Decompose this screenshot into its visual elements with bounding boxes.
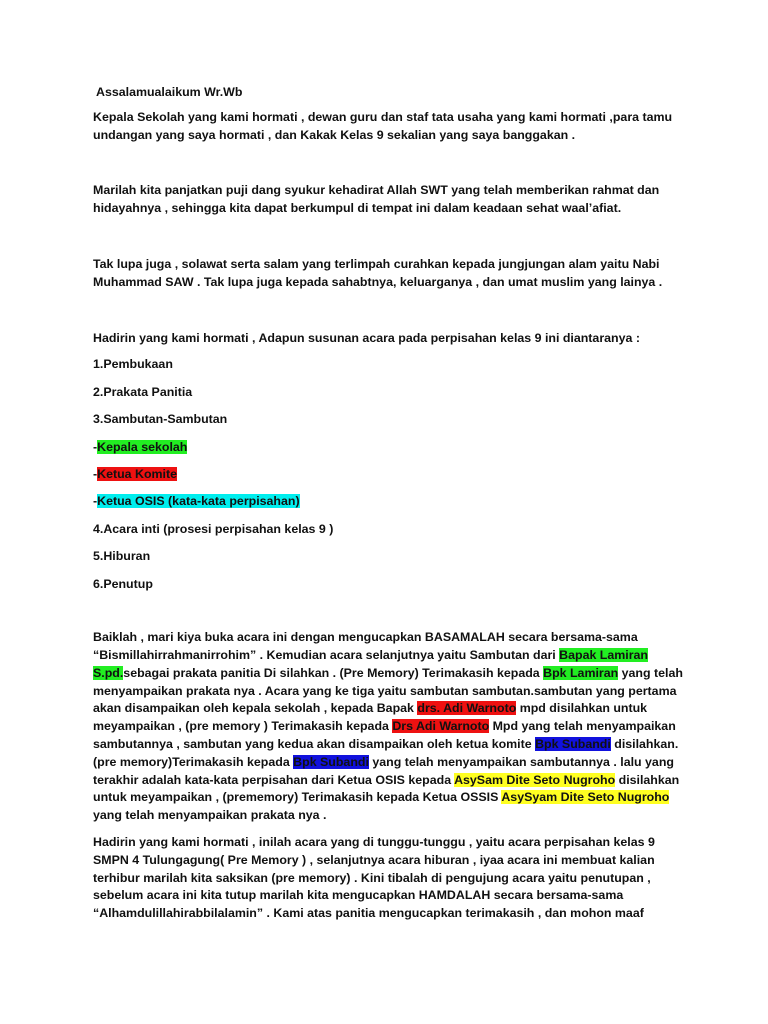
body-text: yang telah menyampaikan prakata nya . bbox=[93, 808, 327, 823]
body-text: mpd disilahkan untuk meyampaikan , (pre memory ) Terimakasih kepada bbox=[93, 701, 648, 734]
highlight-warnoto-2: Drs Adi Warnoto bbox=[392, 719, 490, 734]
para-salawat: Tak lupa juga , solawat serta salam yang terlimpah curahkan kepada jungjungan alam yaitu Nabi Muhammad SAW . Tak lupa juga kepada sahabtnya, keluarganya , dan umat muslim yang lainya . bbox=[93, 256, 663, 289]
highlight-committee-head: Ketua Komite bbox=[97, 466, 178, 481]
highlight-asysam: AsySam Dite Seto Nugroho bbox=[454, 772, 616, 787]
agenda-sub-principal bbox=[93, 439, 693, 457]
highlight-lamiran-2: Bpk Lamiran bbox=[543, 665, 619, 680]
agenda-item-main-event: 4.Acara inti (prosesi perpisahan kelas 9 ) bbox=[93, 521, 334, 536]
highlight-osis: Ketua OSIS (kata-kata perpisahan) bbox=[97, 494, 300, 509]
highlight-asysyam: AsySyam Dite Seto Nugroho bbox=[501, 790, 670, 805]
para-body-closing: Hadirin yang kami hormati , inilah acara yang di tunggu-tunggu , yaitu acara perpisahan kelas 9 SMPN 4 Tulungagung( Pre Memory ) , selanjutnya acara hiburan , iyaa acara ini membuat kalian terhibur marilah kita saksikan (pre memory) . Kini tibalah di pengujung acara yaitu penutupan , sebelum acara ini kita tutup marilah kita mengucapkan HAMDALAH secara bersama-sama “Alhamdulillahirabbilalamin” . Kami atas panitia mengucapkan terimakasih , dan mohon maaf bbox=[93, 835, 655, 921]
dash: - bbox=[93, 466, 98, 481]
body-text: disilahkan. (pre memory)Terimakasih kepada bbox=[93, 737, 679, 769]
agenda-sub-committee-head bbox=[93, 466, 693, 484]
para-praise: Marilah kita panjatkan puji dang syukur kehadirat Allah SWT yang telah memberikan rahmat dan hidayahnya , sehingga kita dapat berkumpul di tempat ini dalam keadaan sehat waal’afiat. bbox=[93, 183, 660, 216]
body-text: yang telah menyampaikan sambutannya . lalu yang terakhir adalah kata-kata perpisahan dari Ketua OSIS kepada bbox=[93, 754, 674, 787]
para-opening: Kepala Sekolah yang kami hormati , dewan guru dan staf tata usaha yang kami hormati ,para tamu undangan yang saya hormati , dan Kakak Kelas 9 sekalian yang saya banggakan . bbox=[93, 109, 673, 142]
agenda-sub-osis bbox=[93, 493, 693, 511]
highlight-principal: Kepala sekolah bbox=[97, 439, 188, 454]
agenda-item-speeches: 3.Sambutan-Sambutan bbox=[93, 412, 228, 427]
body-text: disilahkan untuk meyampaikan , (prememory) Terimakasih kepada Ketua OSSIS bbox=[93, 772, 680, 805]
agenda-item-entertainment: 5.Hiburan bbox=[93, 549, 151, 564]
body-text: Baiklah , mari kiya buka acara ini dengan mengucapkan BASAMALAH secara bersama-sama “Bismillahirrahmanirrohim” . Kemudian acara selanjutnya yaitu Sambutan dari bbox=[93, 630, 638, 663]
highlight-lamiran: Bapak Lamiran S.pd. bbox=[93, 648, 649, 680]
body-text: yang telah menyampaikan prakata nya . Acara yang ke tiga yaitu sambutan sambutan.sambutan yang pertama akan disampaikan oleh kepala sekolah , kepada Bapak bbox=[93, 665, 683, 716]
highlight-warnoto: drs. Adi Warnoto bbox=[417, 701, 517, 716]
agenda-item-committee-remarks: 2.Prakata Panitia bbox=[93, 384, 193, 399]
agenda-intro: Hadirin yang kami hormati , Adapun susunan acara pada perpisahan kelas 9 ini diantaranya : bbox=[93, 330, 640, 345]
para-body-speeches bbox=[93, 629, 693, 825]
highlight-subandi-2: Bpk Subandi bbox=[293, 754, 369, 769]
dash: - bbox=[93, 494, 98, 509]
document-page bbox=[93, 84, 693, 923]
highlight-subandi: Bpk Subandi bbox=[535, 737, 611, 752]
body-text: sebagai prakata panitia Di silahkan . (Pre Memory) Terimakasih kepada bbox=[123, 665, 544, 680]
agenda-item-opening: 1.Pembukaan bbox=[93, 357, 173, 372]
greeting: Assalamualaikum Wr.Wb bbox=[96, 85, 243, 99]
agenda-item-closing: 6.Penutup bbox=[93, 576, 153, 591]
dash: - bbox=[93, 439, 98, 454]
body-text: Mpd yang telah menyampaikan sambutannya , sambutan yang kedua akan disampaikan oleh ketua komite bbox=[93, 719, 676, 752]
